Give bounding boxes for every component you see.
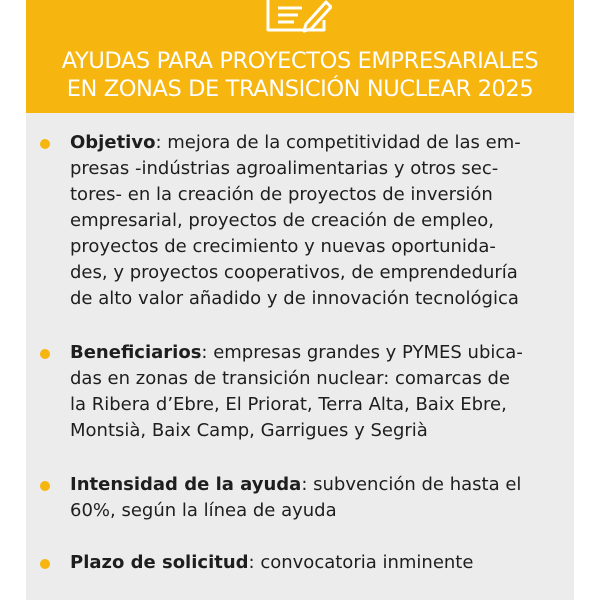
item-line: proyectos de crecimiento y nuevas oportunida- xyxy=(70,236,496,257)
header-banner xyxy=(26,0,574,113)
item-line xyxy=(70,550,473,576)
info-card xyxy=(26,0,574,600)
item-line: de alto valor añadido y de innovación tecnológica xyxy=(70,288,519,309)
item-line xyxy=(70,472,521,498)
item-label: Beneficiarios xyxy=(70,342,202,363)
item-line: des, y proyectos cooperativos, de emprendeduría xyxy=(70,262,518,283)
item-label: Objetivo xyxy=(70,132,156,153)
title-line: EN ZONAS DE TRANSICIÓN NUCLEAR 2025 xyxy=(66,76,534,102)
item-line: tores- en la creación de proyectos de inversión xyxy=(70,184,493,205)
item-line xyxy=(70,340,523,366)
item-text: : subvención de hasta el xyxy=(301,474,522,495)
title-line: AYUDAS PARA PROYECTOS EMPRESARIALES xyxy=(61,48,539,74)
item-text: : empresas grandes y PYMES ubica- xyxy=(201,342,523,363)
item-line: presas -indústrias agroalimentarias y otros sec- xyxy=(70,158,499,179)
item-text: : convocatoria inminente xyxy=(248,552,474,573)
item-line: das en zonas de transición nuclear: comarcas de xyxy=(70,368,510,389)
item-line: empresarial, proyectos de creación de empleo, xyxy=(70,210,494,231)
bullet-dot xyxy=(40,559,50,569)
document-edit-icon xyxy=(266,0,332,34)
item-line: Montsià, Baix Camp, Garrigues y Segrià xyxy=(70,420,428,441)
item-label: Intensidad de la ayuda xyxy=(70,474,302,495)
item-text: : mejora de la competitividad de las em- xyxy=(155,132,521,153)
item-line: la Ribera d’Ebre, El Priorat, Terra Alta, Baix Ebre, xyxy=(70,394,507,415)
bullet-dot xyxy=(40,349,50,359)
item-line xyxy=(70,130,521,156)
page-title xyxy=(26,47,574,103)
bullet-dot xyxy=(40,139,50,149)
bullet-dot xyxy=(40,481,50,491)
item-line: 60%, según la línea de ayuda xyxy=(70,500,337,521)
item-label: Plazo de solicitud xyxy=(70,552,249,573)
